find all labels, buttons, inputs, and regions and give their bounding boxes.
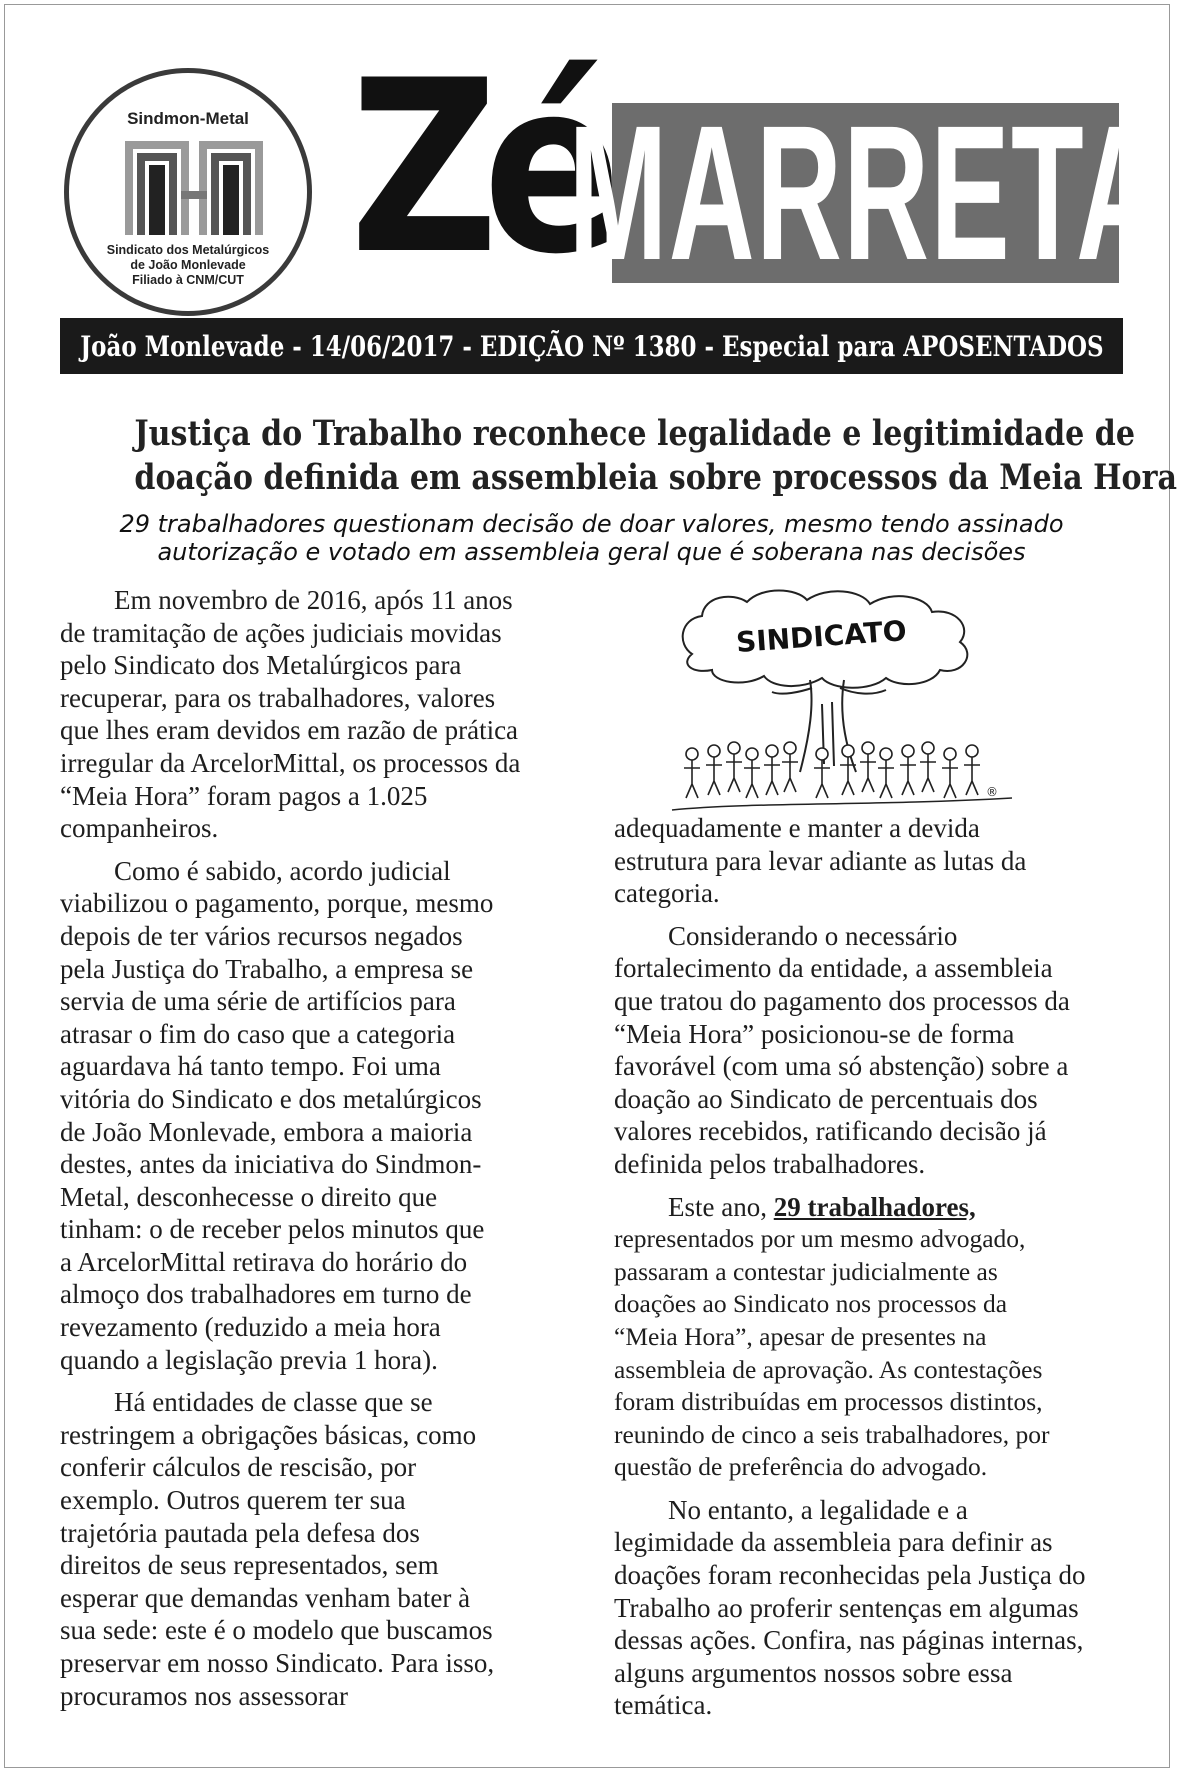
text-line: quando a legislação previa 1 hora). (60, 1344, 438, 1375)
text-line: companheiros. (60, 813, 219, 844)
text-line: revezamento (reduzido a meia hora (60, 1312, 441, 1343)
metal-m-icon (121, 135, 267, 239)
person-figure (964, 745, 980, 795)
text-line: reunindo de cinco a seis trabalhadores, por (614, 1419, 1050, 1449)
text-line (614, 1191, 1129, 1224)
edition-bar (60, 318, 1123, 374)
text-line: procuramos nos assessorar (60, 1680, 348, 1711)
subheadline-line: autorização e votado em assembleia geral que é soberana nas decisões (157, 538, 1026, 566)
logo-line: de João Monlevade (130, 258, 246, 272)
text-line: doações foram reconhecidas pela Justiça do (614, 1560, 1086, 1591)
text-line: exemplo. Outros querem ter sua (60, 1485, 406, 1516)
paragraph (614, 920, 1129, 1181)
text-line: No entanto, a legalidade e a (614, 1494, 968, 1525)
logo-line: Sindicato dos Metalúrgicos (106, 243, 270, 257)
paragraph (60, 584, 580, 845)
text-line: Em novembro de 2016, após 11 anos (60, 585, 513, 615)
text-line: temática. (614, 1690, 713, 1721)
masthead-title-marreta-block (568, 85, 1163, 300)
text-line: que tratou do pagamento dos processos da (614, 985, 1070, 1016)
text-line: de tramitação de ações judiciais movidas (60, 617, 502, 648)
text-line: “Meia Hora”, apesar de presentes na (614, 1321, 987, 1351)
text-line: legimidade da assembleia para definir as (614, 1527, 1053, 1558)
subheadline (60, 510, 1123, 566)
person-figure (840, 745, 856, 795)
person-figure (744, 748, 760, 798)
text-line: a ArcelorMittal retirava do horário do (60, 1246, 468, 1277)
person-figure (878, 748, 894, 798)
text-line: dessas ações. Confira, nas páginas internas, (614, 1625, 1084, 1656)
text-line: almoço dos trabalhadores em turno de (60, 1279, 472, 1310)
text-line: recuperar, para os trabalhadores, valores (60, 682, 496, 713)
text-line: adequadamente e manter a devida (614, 813, 980, 843)
text-line: pela Justiça do Trabalho, a empresa se (60, 953, 474, 984)
text-line: depois de ter vários recursos negados (60, 920, 463, 951)
person-figure (706, 745, 722, 795)
text-line: fortalecimento da entidade, a assembleia (614, 953, 1053, 984)
text-line: categoria. (614, 878, 720, 909)
text-line: atrasar o fim do caso que a categoria (60, 1018, 456, 1049)
text-line: tinham: o de receber pelos minutos que (60, 1214, 485, 1245)
tree-sign-text: SINDICATO (735, 614, 908, 659)
masthead-title-marreta: MARRETA (568, 85, 1163, 300)
text-line: irregular da ArcelorMittal, os processos da (60, 747, 521, 778)
text-line: trajetória pautada pela defesa dos (60, 1517, 420, 1548)
person-figure (860, 742, 876, 792)
person-figure (942, 748, 958, 798)
text-line: assembleia de aprovação. As contestações (614, 1354, 1043, 1384)
text-line: de João Monlevade, embora a maioria (60, 1116, 473, 1147)
person-figure (920, 742, 936, 792)
text-line: foram distribuídas em processos distintos, (614, 1387, 1043, 1417)
paragraph (614, 1191, 1129, 1484)
headline-line: doação definida em assembleia sobre processos da Meia Hora (134, 457, 1177, 498)
text-line: Como é sabido, acordo judicial (60, 855, 451, 886)
article-column-left (60, 584, 580, 1712)
text-line: estrutura para levar adiante as lutas da (614, 845, 1027, 876)
text-line: destes, antes da iniciativa do Sindmon- (60, 1149, 482, 1180)
logo-subtitle (69, 243, 307, 288)
text-line: restringem a obrigações básicas, como (60, 1419, 477, 1450)
text-line: que lhes eram devidos em razão de prática (60, 715, 519, 746)
person-figure (726, 742, 742, 792)
text-line: preservar em nosso Sindicato. Para isso, (60, 1648, 495, 1678)
text-line: aguardava há tanto tempo. Foi uma (60, 1051, 441, 1082)
subheadline-line: 29 trabalhadores questionam decisão de doar valores, mesmo tendo assinado (119, 510, 1064, 538)
person-figure (900, 745, 916, 795)
text-line: Trabalho ao proferir sentenças em algumas (614, 1592, 1079, 1623)
paragraph (60, 1386, 580, 1712)
text-line: Considerando o necessário (614, 920, 958, 951)
person-figure (782, 742, 798, 792)
highlight-29-workers: 29 trabalhadores, (773, 1191, 976, 1222)
column-left-body (60, 584, 580, 1712)
person-figure (684, 748, 700, 798)
sindmon-metal-logo (64, 68, 312, 316)
headline (60, 412, 1177, 500)
text-line: sua sede: este é o modelo que buscamos (60, 1615, 493, 1646)
text-line: questão de preferência do advogado. (614, 1452, 988, 1482)
text-line: Há entidades de classe que se (60, 1387, 433, 1418)
text-line: esperar que demandas venham bater à (60, 1582, 471, 1613)
text-line: servia de uma série de artifícios para (60, 986, 456, 1017)
text-line: doação ao Sindicato de percentuais dos (614, 1083, 1038, 1114)
paragraph (60, 855, 580, 1377)
article-column-right (614, 812, 1129, 1722)
sindicato-tree-cartoon (672, 584, 1012, 820)
text-line: viabilizou o pagamento, porque, mesmo (60, 888, 494, 919)
text-line: representados por um mesmo advogado, (614, 1224, 1026, 1254)
text-line: conferir cálculos de rescisão, por (60, 1452, 417, 1483)
text-line: definida pelos trabalhadores. (614, 1148, 926, 1179)
text-line: pelo Sindicato dos Metalúrgicos para (60, 650, 462, 681)
text-line: “Meia Hora” posicionou-se de forma (614, 1018, 1015, 1049)
headline-line: Justiça do Trabalho reconhece legalidade e legitimidade de (134, 413, 1135, 454)
paragraph (614, 812, 1129, 910)
logo-title: Sindmon-Metal (127, 109, 249, 128)
logo-line: Filiado à CNM/CUT (132, 273, 244, 287)
text-line: vitória do Sindicato e dos metalúrgicos (60, 1083, 482, 1114)
text-line: favorável (com uma só abstenção) sobre a (614, 1051, 1069, 1082)
text-line: alguns argumentos nossos sobre essa (614, 1657, 1013, 1688)
crowd-figures (684, 742, 980, 798)
text-span: Este ano, (614, 1191, 774, 1222)
person-figure (764, 745, 780, 795)
text-line: passaram a contestar judicialmente as (614, 1256, 998, 1286)
text-line: doações ao Sindicato nos processos da (614, 1289, 1008, 1319)
text-line: valores recebidos, ratificando decisão já (614, 1116, 1047, 1147)
paragraph (614, 1494, 1129, 1722)
person-figure (814, 748, 830, 798)
text-line: direitos de seus representados, sem (60, 1550, 439, 1581)
text-line: Metal, desconhecesse o direito que (60, 1181, 438, 1212)
masthead-title-ze: Zé (350, 30, 607, 307)
ground-line (672, 798, 1012, 810)
edition-line: João Monlevade - 14/06/2017 - EDIÇÃO Nº 1380 - Especial para APOSENTADOS (79, 329, 1104, 363)
tree-trunk (772, 680, 886, 772)
copyright-mark: ® (986, 785, 998, 799)
text-line: “Meia Hora” foram pagos a 1.025 (60, 780, 428, 811)
